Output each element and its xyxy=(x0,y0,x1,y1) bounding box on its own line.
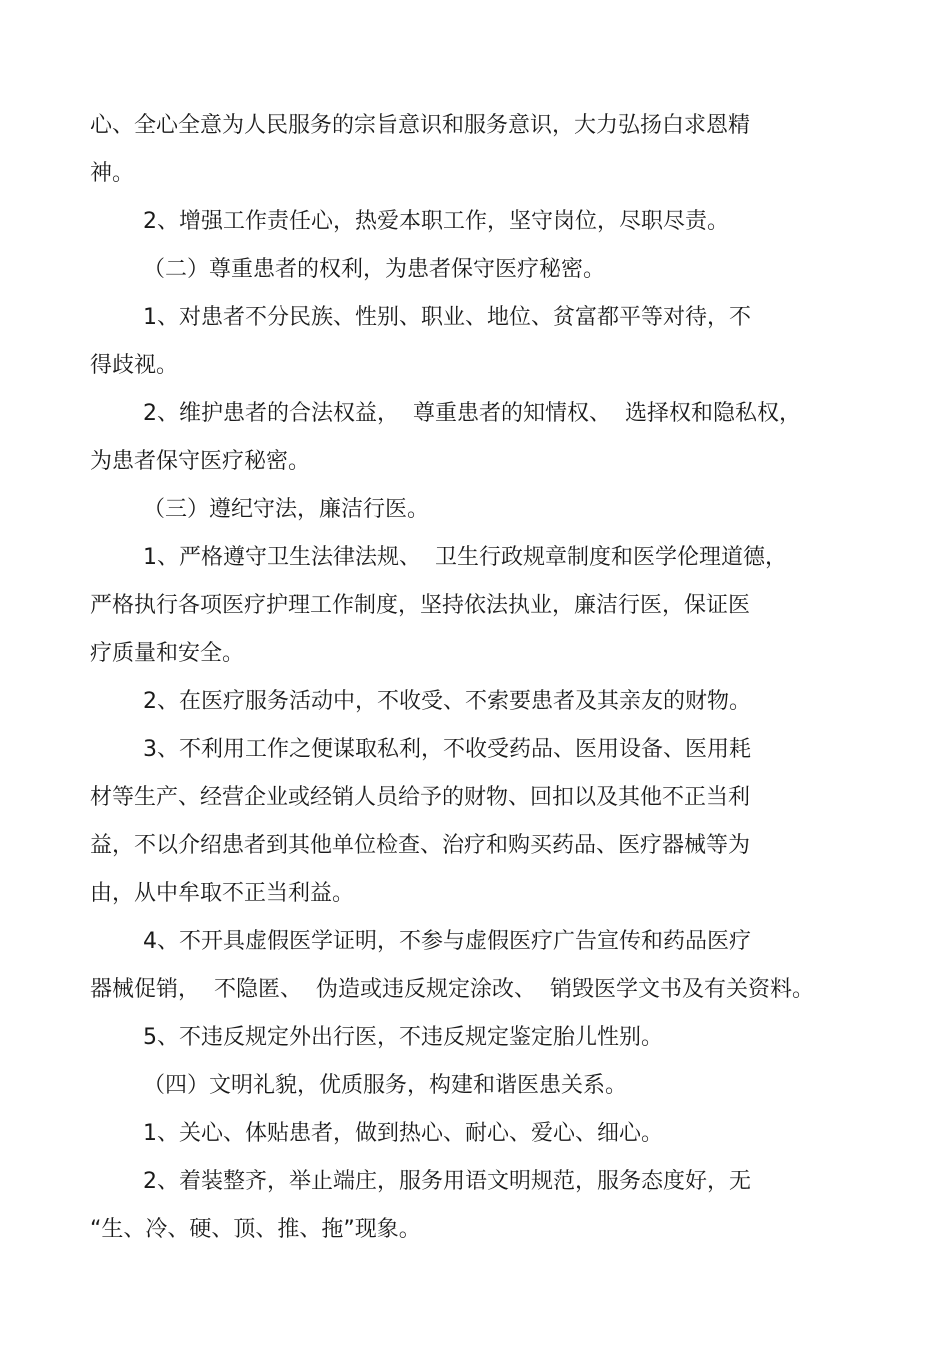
text-line: 5、不违反规定外出行医，不违反规定鉴定胎儿性别。 xyxy=(143,1025,663,1050)
text-line: 4、不开具虚假医学证明，不参与虚假医疗广告宣传和药品医疗 xyxy=(143,929,751,954)
text-line: 2、增强工作责任心，热爱本职工作，坚守岗位，尽职尽责。 xyxy=(143,209,729,234)
text-line: 神。 xyxy=(90,161,135,186)
text-line: 材等生产、经营企业或经销人员给予的财物、回扣以及其他不正当利 xyxy=(90,785,751,810)
text-line: 2、在医疗服务活动中，不收受、不索要患者及其亲友的财物。 xyxy=(143,689,751,714)
section-heading: （四）文明礼貌，优质服务，构建和谐医患关系。 xyxy=(143,1073,628,1098)
text-line: 2、着装整齐，举止端庄，服务用语文明规范，服务态度好，无 xyxy=(143,1169,751,1194)
text-line: 3、不利用工作之便谋取私利，不收受药品、医用设备、医用耗 xyxy=(143,737,751,762)
section-heading: （二）尊重患者的权利，为患者保守医疗秘密。 xyxy=(143,257,606,282)
text-line: 益，不以介绍患者到其他单位检查、治疗和购买药品、医疗器械等为 xyxy=(90,833,751,858)
text-line: 心、全心全意为人民服务的宗旨意识和服务意识，大力弘扬白求恩精 xyxy=(90,113,751,138)
section-heading: （三）遵纪守法，廉洁行医。 xyxy=(143,497,430,522)
text-line: 严格执行各项医疗护理工作制度，坚持依法执业，廉洁行医，保证医 xyxy=(90,593,751,618)
text-line: 为患者保守医疗秘密。 xyxy=(90,449,311,474)
text-line: 1、严格遵守卫生法律法规、 卫生行政规章制度和医学伦理道德， xyxy=(143,545,787,570)
text-line: 1、关心、体贴患者，做到热心、耐心、爱心、细心。 xyxy=(143,1121,663,1146)
text-line: 1、对患者不分民族、性别、职业、地位、贫富都平等对待，不 xyxy=(143,305,751,330)
text-line: 器械促销， 不隐匿、 伪造或违反规定涂改、 销毁医学文书及有关资料。 xyxy=(90,977,814,1002)
text-line: 2、维护患者的合法权益， 尊重患者的知情权、 选择权和隐私权， xyxy=(143,401,801,426)
text-line: 得歧视。 xyxy=(90,353,179,378)
text-line: 由，从中牟取不正当利益。 xyxy=(90,881,355,906)
text-line: 疗质量和安全。 xyxy=(90,641,245,666)
text-line: “生、冷、硬、顶、推、拖”现象。 xyxy=(90,1217,421,1242)
